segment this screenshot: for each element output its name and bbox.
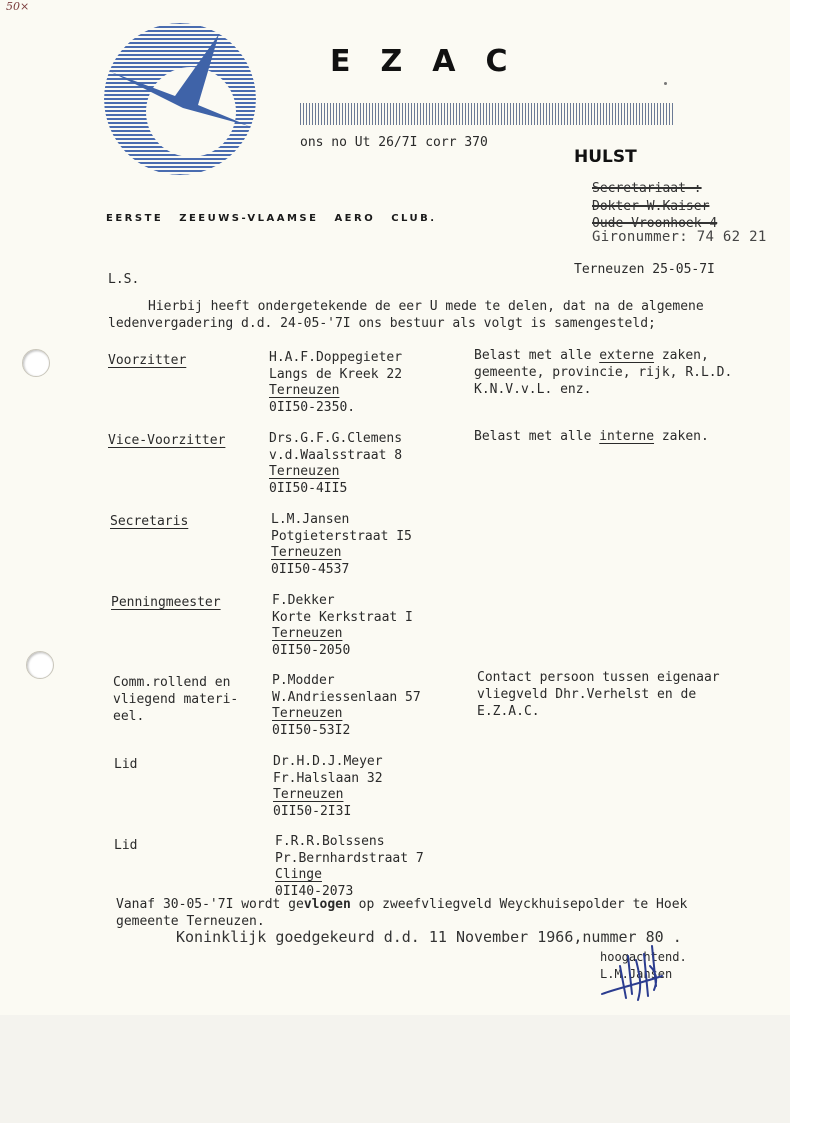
closing-paragraph (116, 896, 687, 930)
member-phone: 0II50-4537 (271, 561, 350, 577)
member-street: Potgieterstraat I5 (271, 528, 412, 544)
role-label: Lid (114, 838, 138, 853)
member-name: H.A.F.Doppegieter (269, 350, 403, 365)
member-city: Terneuzen (272, 626, 343, 641)
member-address (272, 673, 421, 739)
role-line: eel. (113, 709, 145, 724)
member-name: F.Dekker (272, 593, 335, 608)
role-line: Comm.rollend en (113, 675, 231, 690)
member-name: Dr.H.D.J.Meyer (273, 754, 383, 769)
note-line: Belast met alle interne zaken. (474, 429, 709, 444)
member-address (272, 593, 413, 659)
member-address (271, 512, 412, 578)
member-address (269, 350, 402, 416)
struck-line: Secretariaat : (592, 181, 702, 196)
member-note (474, 347, 732, 398)
club-logo (103, 22, 257, 176)
role-label (113, 674, 238, 725)
member-name: Drs.G.F.G.Clemens (269, 431, 403, 446)
signatory: L.M.Jansen (600, 967, 673, 981)
note-line: gemeente, provincie, rijk, R.L.D. (474, 365, 733, 380)
member-street: W.Andriessenlaan 57 (272, 689, 421, 705)
note-line: E.Z.A.C. (477, 704, 540, 719)
note-line: K.N.V.v.L. enz. (474, 382, 592, 397)
city-stamp: HULST (574, 147, 637, 167)
member-city: Terneuzen (269, 464, 340, 479)
member-phone: 0II50-2I3I (273, 803, 352, 819)
corner-note: 50× (6, 0, 30, 13)
member-phone: 0II50-53I2 (272, 722, 351, 738)
member-address (269, 431, 402, 497)
member-street: Korte Kerkstraat I (272, 609, 413, 625)
intro-line: Hierbij heeft ondergetekende de eer U mede te delen, dat na de algemene (148, 299, 704, 314)
member-street: Pr.Bernhardstraat 7 (275, 850, 424, 866)
ink-dot (664, 82, 667, 85)
closing-text: Vanaf 30-05-'7I wordt ge (116, 897, 304, 912)
member-phone: 0II50-4II5 (269, 480, 348, 496)
member-address (273, 754, 383, 820)
giro-number: Gironummer: 74 62 21 (592, 229, 767, 245)
letter-date: Terneuzen 25-05-7I (574, 262, 715, 277)
member-city: Terneuzen (271, 545, 342, 560)
member-street: Langs de Kreek 22 (269, 366, 403, 382)
member-name: L.M.Jansen (271, 512, 350, 527)
royal-approval: Koninklijk goedgekeurd d.d. 11 November 1966,nummer 80 . (176, 928, 682, 946)
brand-bar (300, 103, 673, 125)
note-line: Belast met alle externe zaken, (474, 348, 709, 363)
note-line: vliegveld Dhr.Verhelst en de (477, 687, 697, 702)
club-name: EERSTE ZEEUWS-VLAAMSE AERO CLUB. (106, 213, 437, 224)
member-street: Fr.Halslaan 32 (273, 770, 383, 786)
member-note (477, 669, 720, 720)
member-city: Clinge (275, 867, 322, 882)
member-name: P.Modder (272, 673, 335, 688)
closing-text: op zweefvliegveld Weyckhuisepolder te Hoek (350, 897, 688, 912)
role-label: Penningmeester (111, 595, 221, 610)
closing-line: gemeente Terneuzen. (116, 914, 265, 929)
member-address (275, 834, 424, 900)
closing-line (116, 896, 687, 913)
role-label: Secretaris (110, 514, 189, 529)
salutation: L.S. (108, 272, 140, 287)
role-line: vliegend materi- (113, 692, 239, 707)
role-label: Lid (114, 757, 138, 772)
role-label: Vice-Voorzitter (108, 433, 226, 448)
member-note (474, 428, 709, 445)
member-city: Terneuzen (269, 383, 340, 398)
brand-name: EZAC (330, 44, 538, 79)
reference-number: ons no Ut 26/7I corr 370 (300, 135, 488, 150)
intro-paragraph (108, 298, 704, 332)
member-name: F.R.R.Bolssens (275, 834, 385, 849)
page-margin (790, 0, 816, 1123)
intro-line: ledenvergadering d.d. 24-05-'7I ons bestuur als volgt is samengesteld; (108, 316, 656, 331)
member-phone: 0II40-2073 (275, 883, 354, 899)
closing-text: vlogen (303, 897, 351, 912)
member-phone: 0II50-2050 (272, 642, 351, 658)
member-phone: 0II50-2350. (269, 399, 356, 415)
member-street: v.d.Waalsstraat 8 (269, 447, 403, 463)
member-city: Terneuzen (272, 706, 343, 721)
greeting: hoogachtend. (600, 950, 687, 964)
punch-hole (26, 651, 54, 679)
role-label: Voorzitter (108, 353, 187, 368)
note-line: Contact persoon tussen eigenaar (477, 670, 720, 685)
member-city: Terneuzen (273, 787, 344, 802)
handwritten-signature (598, 936, 688, 1006)
punch-hole (22, 349, 50, 377)
struck-line: Oude Vroonhoek 4 (592, 216, 718, 231)
struck-line: Dokter W.Kaiser (592, 199, 710, 214)
